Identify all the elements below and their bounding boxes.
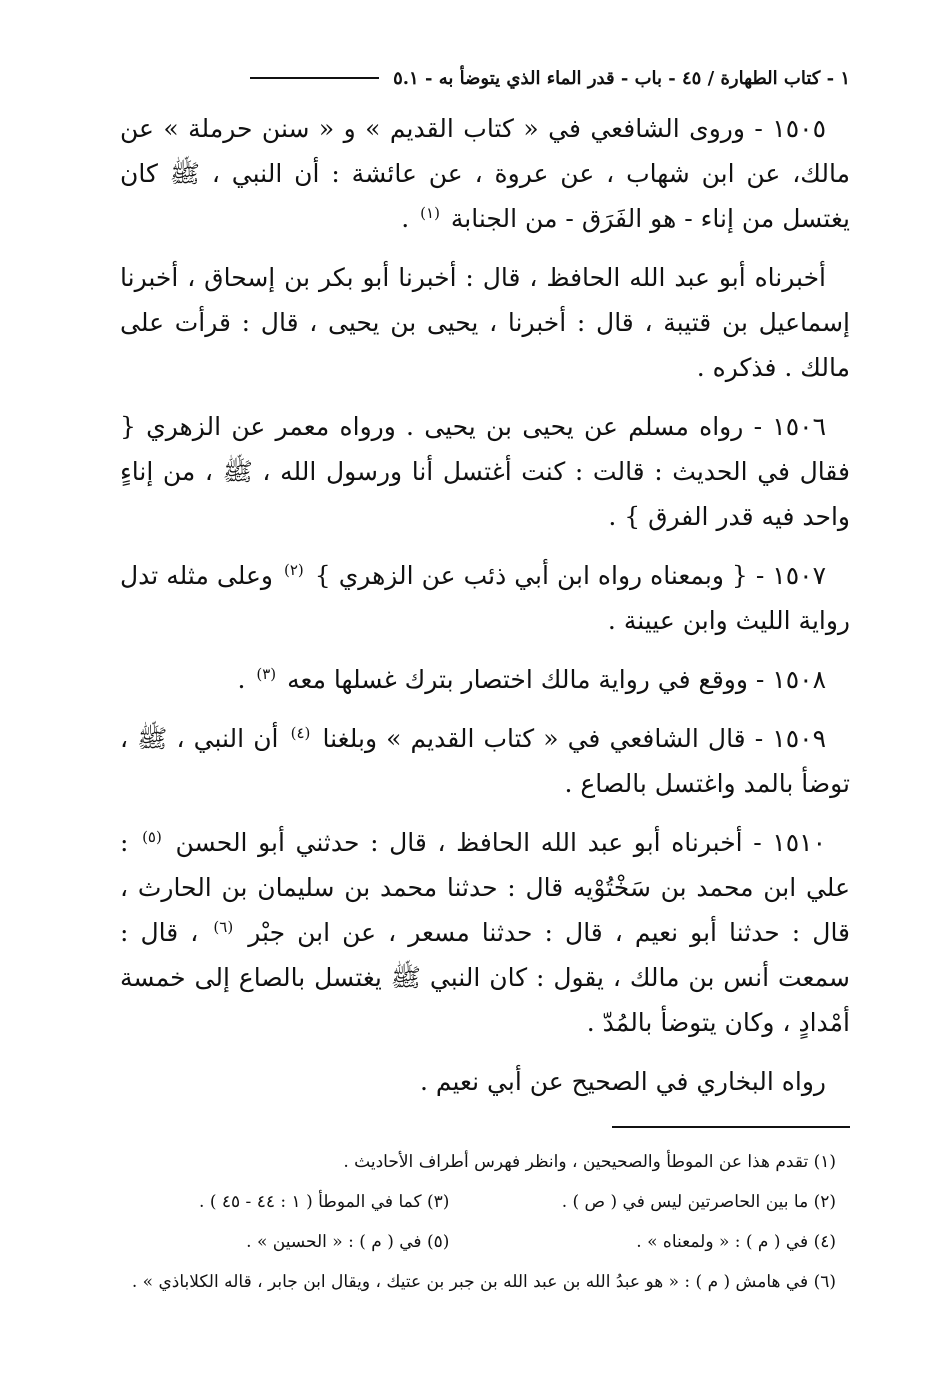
footnote-3: (٣) كما في الموطأ ( ١ : ٤٤ - ٤٥ ) . <box>199 1192 450 1212</box>
footnote-ref-6[interactable]: (٦) <box>213 917 234 936</box>
footnote-1: (١) تقدم هذا عن الموطأ والصحيحين ، وانظر فهرس أطراف الأحاديث . <box>343 1152 836 1172</box>
footnote-ref-2[interactable]: (٢) <box>284 560 304 579</box>
footnote-5: (٥) في ( م ) : « الحسين » . <box>246 1232 450 1252</box>
footnote-ref-1[interactable]: (١) <box>420 203 440 222</box>
paragraph-bukhari: رواه البخاري في الصحيح عن أبي نعيم . <box>419 1067 826 1096</box>
footnote-ref-3[interactable]: (٣) <box>256 664 277 683</box>
running-title: ١ - كتاب الطهارة / ٤٥ - باب - قدر الماء الذي يتوضأ به - ٥.١ <box>393 67 850 89</box>
paragraph-1506: ١٥٠٦ - رواه مسلم عن يحيى بن يحيى . ورواه معمر عن الزهري { فقال في الحديث : قالت : كنت أغتسل أنا ورسول الله ، ﷺ ، من إناءٍ واحد فيه قدر الفرق } . <box>120 412 850 531</box>
footnotes <box>120 1142 850 1302</box>
paragraph-1508: ١٥٠٨ - ووقع في رواية مالك اختصار بترك غسلها معه $^{(٣)}$ . <box>237 664 826 694</box>
footnote-separator <box>612 1126 850 1128</box>
footnote-ref-5[interactable]: (٥) <box>142 827 162 846</box>
paragraph-1510: ١٥١٠ - أخبرناه أبو عبد الله الحافظ ، قال : حدثني أبو الحسن $^{(٥)}$ : علي ابن محمد بن سَخْتُوْيه قال : حدثنا محمد بن سليمان بن الحارث ، قال : حدثنا أبو نعيم ، قال : حدثنا مسعر ، عن ابن جبْر $^{(٦)}$ ، قال : سمعت أنس بن مالك ، يقول : كان النبي ﷺ يغتسل بالصاع إلى خمسة أمْدادٍ ، وكان يتوضأ بالمُدّ . <box>120 827 851 1037</box>
paragraph-1507: ١٥٠٧ - { وبمعناه رواه ابن أبي ذئب عن الزهري } $^{(٢)}$ وعلى مثله تدل رواية الليث وابن عيينة . <box>120 560 850 635</box>
running-header <box>120 50 850 106</box>
book-page <box>120 50 850 1302</box>
footnote-4: (٤) في ( م ) : « ولمعناه » . <box>636 1232 836 1252</box>
footnote-ref-4[interactable]: (٤) <box>290 723 311 742</box>
footnote-6: (٦) في هامش ( م ) : « هو عبدُ الله بن عبد الله بن جبر بن عتيك ، ويقال ابن جابر ، قاله الكلاباذي » . <box>131 1272 836 1292</box>
paragraph-1509: ١٥٠٩ - قال الشافعي في « كتاب القديم » وبلغنا $^{(٤)}$ أن النبي ، ﷺ ، توضأ بالمد واغتسل بالصاع . <box>120 723 850 798</box>
paragraph-1505: ١٥٠٥ - وروى الشافعي في « كتاب القديم » و « سنن حرملة » عن مالك، عن ابن شهاب ، عن عروة ، عن عائشة : أن النبي ، ﷺ كان يغتسل من إناء - هو الفَرَق - من الجنابة $^{(١)}$ . <box>120 114 850 233</box>
main-text <box>120 106 850 1104</box>
header-rule <box>250 77 380 79</box>
footnote-2: (٢) ما بين الحاصرتين ليس في ( ص ) . <box>561 1192 836 1212</box>
paragraph-isnad-1: أخبرناه أبو عبد الله الحافظ ، قال : أخبرنا أبو بكر بن إسحاق ، أخبرنا إسماعيل بن قتيبة ، قال : أخبرنا ، يحيى بن يحيى ، قال : قرأت على مالك . فذكره . <box>120 263 850 382</box>
